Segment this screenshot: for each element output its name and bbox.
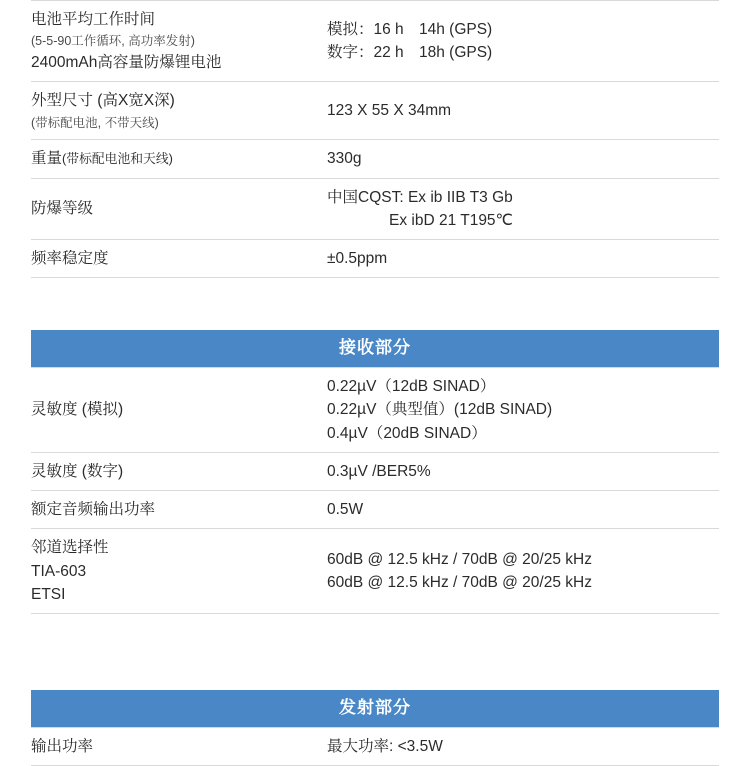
table-row [31,727,719,765]
section-gap [0,278,750,330]
table-row [31,178,719,240]
section-gap [0,652,750,690]
table-row [31,140,719,178]
row-value-output-power: 最大功率: <3.5W [327,727,719,765]
row-label-sensitivity-digital: 灵敏度 (数字) [31,452,327,490]
table-row [31,529,719,614]
row-label-audio-output-power: 额定音频输出功率 [31,491,327,529]
section-header-receiver: 接收部分 [31,330,719,367]
transmitter-spec-table [31,727,719,766]
row-label-dimensions: 外型尺寸 (高X宽X深) (带标配电池, 不带天线) [31,82,327,140]
row-label-weight: 重量(带标配电池和天线) [31,140,327,178]
table-row [31,1,719,82]
row-label-frequency-stability: 频率稳定度 [31,240,327,278]
table-row [31,452,719,490]
row-label-output-power: 输出功率 [31,727,327,765]
table-row [31,491,719,529]
section-header-transmitter: 发射部分 [31,690,719,727]
receiver-spec-table [31,367,719,614]
row-value-explosion-rating: 中国CQST: Ex ib IIB T3 Gb Ex ibD 21 T195℃ [327,178,719,240]
row-value-weight: 330g [327,140,719,178]
row-value-adjacent-channel-selectivity: 60dB @ 12.5 kHz / 70dB @ 20/25 kHz 60dB @ 12.5 kHz / 70dB @ 20/25 kHz [327,529,719,614]
section-gap [0,614,750,652]
table-row [31,82,719,140]
row-value-audio-output-power: 0.5W [327,491,719,529]
row-label-explosion-rating: 防爆等级 [31,178,327,240]
row-value-sensitivity-digital: 0.3µV /BER5% [327,452,719,490]
row-label-adjacent-channel-selectivity: 邻道选择性 TIA-603 ETSI [31,529,327,614]
row-value-sensitivity-analog: 0.22µV（12dB SINAD） 0.22µV（典型值）(12dB SINAD) 0.4µV（20dB SINAD） [327,368,719,453]
table-row [31,240,719,278]
row-label-battery-life: 电池平均工作时间 (5-5-90工作循环, 高功率发射) 2400mAh高容量防爆锂电池 [31,1,327,82]
row-label-sensitivity-analog: 灵敏度 (模拟) [31,368,327,453]
general-spec-table [31,0,719,278]
row-value-frequency-stability: ±0.5ppm [327,240,719,278]
row-value-battery-life: 模拟：16 h 14h (GPS) 数字：22 h 18h (GPS) [327,1,719,82]
row-value-dimensions: 123 X 55 X 34mm [327,82,719,140]
table-row [31,368,719,453]
